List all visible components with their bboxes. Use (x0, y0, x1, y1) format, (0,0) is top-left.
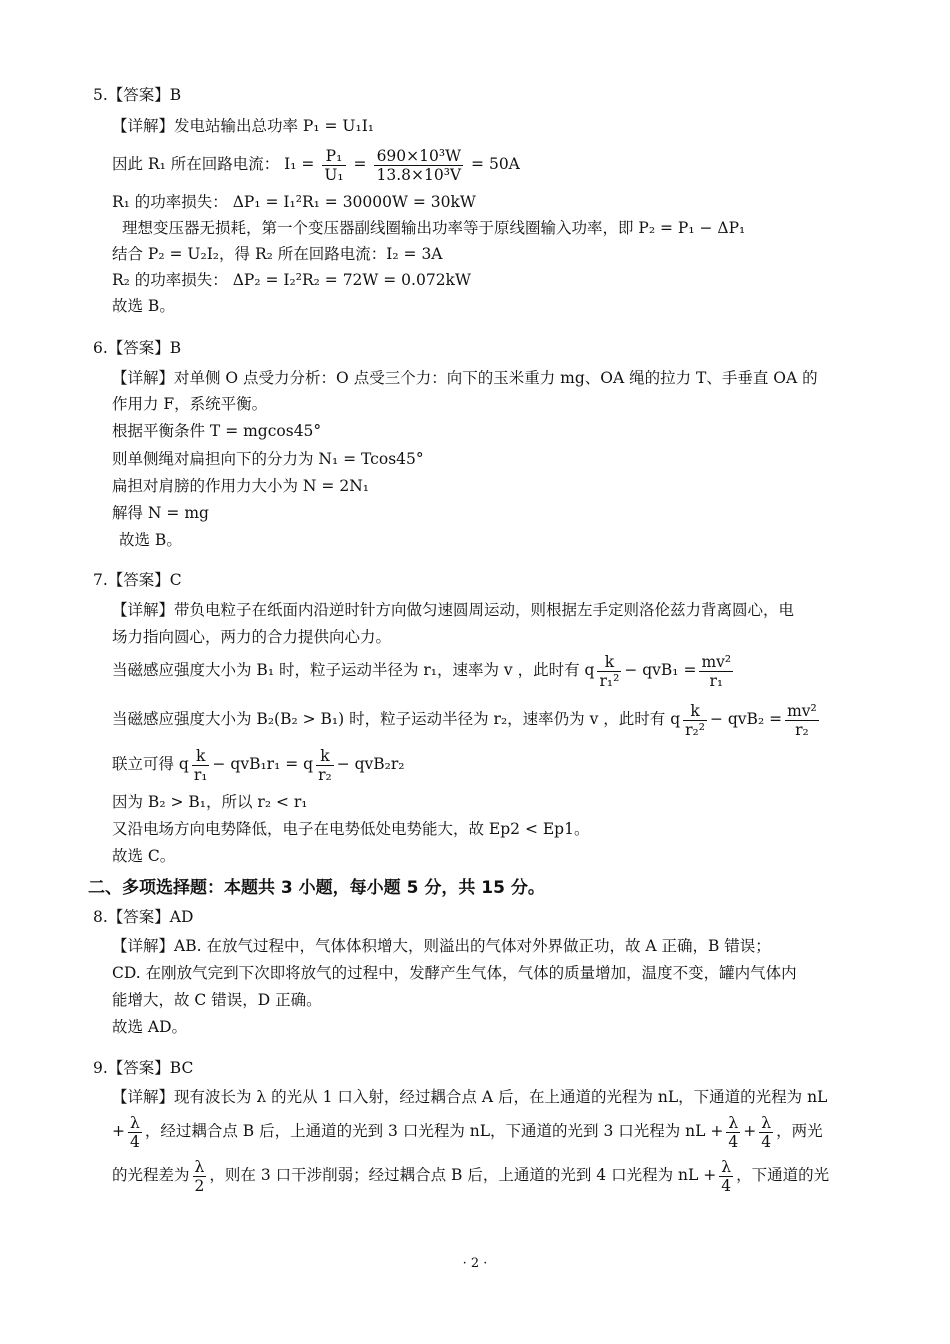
q5-line6: R₂ 的功率损失： ΔP₂ = I₂²R₂ = 72W = 0.072kW (112, 271, 471, 289)
q7-line3-text: 当磁感应强度大小为 B₁ 时，粒子运动半径为 r₁，速率为 v ，此时有 q (112, 661, 595, 679)
q9-l2-frac2 (726, 1114, 740, 1151)
q9-l3-frac1 (193, 1158, 207, 1195)
q5-frac1-num: P₁ (322, 147, 345, 166)
q5-fraction-2 (374, 147, 463, 184)
q9-line2-tail: ，两光 (776, 1122, 823, 1140)
q5-fraction-1 (322, 147, 345, 184)
q9-l2-frac3-den: 4 (761, 1132, 772, 1151)
q9-line3-tail: ，下通道的光 (736, 1166, 830, 1184)
q6-line3: 根据平衡条件 T = mgcos45° (112, 422, 322, 440)
q7-l5-frac1-den: r₁ (193, 765, 208, 784)
q9-line3-text: 的光程差为 (112, 1166, 190, 1184)
q7-l4-frac1-den: r₂² (685, 720, 705, 739)
q7-l5-frac2-den: r₂ (318, 765, 332, 784)
q5-line2-tail: = 50A (471, 155, 520, 173)
q8-line4: 故选 AD。 (112, 1018, 188, 1036)
q6-line6: 解得 N = mg (112, 504, 209, 522)
q7-line3-mid: − qvB₁ = (624, 661, 697, 679)
q7-l5-frac1-num: k (192, 747, 210, 766)
q9-l2-frac2-num: λ (726, 1114, 740, 1133)
q7-l5-frac1 (192, 747, 210, 784)
q7-line5-mid: − qvB₁r₁ = q (212, 755, 314, 773)
q7-line4-mid: − qvB₂ = (709, 710, 783, 728)
q9-line3-mid: ，则在 3 口干涉削弱；经过耦合点 B 后，上通道的光到 4 口光程为 nL + (209, 1166, 717, 1184)
q7-line4 (112, 697, 822, 741)
q9-l2-frac2-den: 4 (728, 1132, 739, 1151)
q7-l4-frac2-den: r₂ (795, 720, 809, 739)
q8-answer: 8.【答案】AD (93, 908, 194, 926)
q6-line1: 【详解】对单侧 O 点受力分析：O 点受三个力：向下的玉米重力 mg、OA 绳的拉力 T、手垂直 OA 的 (112, 369, 818, 387)
q5-line2-text: 因此 R₁ 所在回路电流： I₁ = (112, 155, 320, 173)
q9-l2-frac1 (128, 1114, 142, 1151)
q7-l4-frac2 (785, 702, 819, 739)
q7-line6: 因为 B₂ > B₁，所以 r₂ < r₁ (112, 793, 308, 811)
q9-l3-frac2 (719, 1158, 733, 1195)
q9-l2-frac3-num: λ (759, 1114, 773, 1133)
q7-line8: 故选 C。 (112, 847, 176, 865)
q6-line4: 则单侧绳对扁担向下的分力为 N₁ = Tcos45° (112, 450, 424, 468)
q9-l3-frac2-den: 4 (721, 1176, 732, 1195)
q6-line7: 故选 B。 (119, 531, 182, 549)
q7-l4-frac2-num: mv² (787, 701, 817, 720)
q5-frac2-den: 13.8×10³V (376, 165, 462, 184)
q9-l3-frac2-num: λ (719, 1158, 733, 1177)
q8-line1: 【详解】AB. 在放气过程中，气体体积增大，则溢出的气体对外界做正功，故 A 正确，B 错误； (112, 937, 771, 955)
q7-l3-frac2-den: r₁ (709, 671, 724, 690)
q5-frac1-den: U₁ (324, 165, 344, 184)
q9-line2 (112, 1109, 823, 1153)
q9-line3 (112, 1153, 829, 1197)
q5-answer: 5.【答案】B (93, 86, 182, 104)
q5-line4: 理想变压器无损耗，第一个变压器副线圈输出功率等于原线圈输入功率，即 P₂ = P₁ − ΔP₁ (122, 219, 746, 237)
q7-line5-tail: − qvB₂r₂ (336, 755, 405, 773)
q7-l3-frac1-num: k (597, 653, 621, 672)
q7-line5-text: 联立可得 q (112, 755, 189, 773)
q5-frac2-num: 690×10³W (374, 147, 463, 166)
q7-l5-frac2 (316, 747, 334, 784)
q5-line5: 结合 P₂ = U₂I₂，得 R₂ 所在回路电流：I₂ = 3A (112, 245, 443, 263)
q7-l3-frac1-den: r₁² (599, 671, 620, 690)
q9-l2-frac1-num: λ (128, 1114, 142, 1133)
q9-l2-frac3 (759, 1114, 773, 1151)
q7-answer: 7.【答案】C (93, 571, 182, 589)
q6-answer: 6.【答案】B (93, 339, 182, 357)
q6-line2: 作用力 F，系统平衡。 (112, 395, 268, 413)
q9-l3-frac1-den: 2 (194, 1176, 205, 1195)
q9-l2-frac1-den: 4 (130, 1132, 140, 1151)
q9-line2-text: ，经过耦合点 B 后，上通道的光到 3 口光程为 nL，下通道的光到 3 口光程为 nL + (144, 1122, 724, 1140)
q8-line2: CD. 在刚放气完到下次即将放气的过程中，发酵产生气体，气体的质量增加，温度不变，罐内气体内 (112, 964, 797, 982)
q7-line4-text: 当磁感应强度大小为 B₂(B₂ > B₁) 时，粒子运动半径为 r₂，速率仍为 v ，此时有 q (112, 710, 681, 728)
q9-l3-frac1-num: λ (193, 1158, 207, 1177)
q9-line1: 【详解】现有波长为 λ 的光从 1 口入射，经过耦合点 A 后，在上通道的光程为 nL，下通道的光程为 nL (112, 1088, 828, 1106)
q7-l5-frac2-num: k (316, 747, 334, 766)
q5-line2: 因此 R₁ 所在回路电流： I₁ = $\frac{\text{P₁}}{\text{U₁}}$ = $\frac{\text{690×10³W}}{\text{13.8×10³V}}$ = 50A (112, 146, 520, 184)
q7-line1: 【详解】带负电粒子在纸面内沿逆时针方向做匀速圆周运动，则根据左手定则洛伦兹力背离圆心，电 (112, 601, 795, 619)
q8-line3: 能增大，故 C 错误，D 正确。 (112, 991, 322, 1009)
q7-line7: 又沿电场方向电势降低，电子在电势低处电势能大，故 Ep2 < Ep1。 (112, 820, 590, 838)
q7-l4-frac1 (683, 702, 707, 739)
q7-l4-frac1-num: k (683, 702, 707, 721)
q7-line2: 场力指向圆心，两力的合力提供向心力。 (112, 628, 392, 646)
q5-line3: R₁ 的功率损失： ΔP₁ = I₁²R₁ = 30000W = 30kW (112, 193, 476, 211)
q7-l3-frac2 (699, 653, 733, 690)
q7-l3-frac2-num: mv² (701, 652, 732, 671)
q6-line5: 扁担对肩膀的作用力大小为 N = 2N₁ (112, 477, 369, 495)
q7-line3 (112, 648, 736, 692)
q7-line5 (112, 742, 405, 786)
q9-line2-plus2: + (743, 1122, 757, 1140)
section-heading: 二、多项选择题：本题共 3 小题，每小题 5 分，共 15 分。 (88, 878, 545, 898)
q5-line7: 故选 B。 (112, 297, 175, 315)
page-number: · 2 · (462, 1256, 488, 1271)
q9-line2-plus: + (112, 1122, 125, 1140)
q7-l3-frac1 (597, 653, 621, 690)
q9-answer: 9.【答案】BC (93, 1059, 194, 1077)
q5-line1: 【详解】发电站输出总功率 P₁ = U₁I₁ (112, 117, 375, 135)
